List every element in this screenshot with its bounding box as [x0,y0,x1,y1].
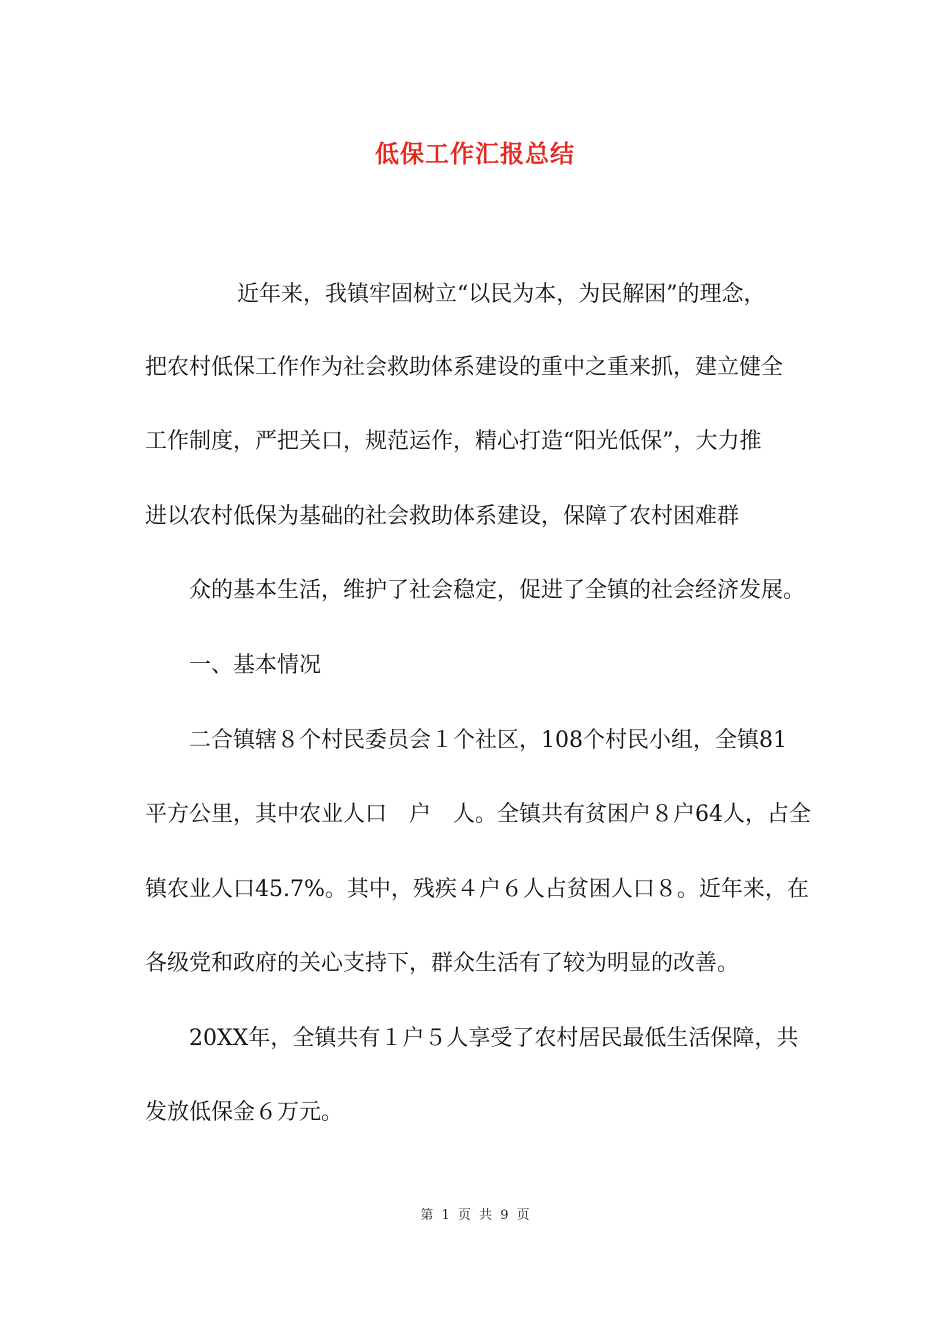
paragraph-line: 镇农业人口45.7%。其中，残疾４户６人占贫困人口８。近年来，在 [145,877,809,902]
document-title: 低保工作汇报总结 [375,139,575,168]
paragraph-line: 二合镇辖８个村民委员会１个社区，108个村民小组，全镇81 [189,728,787,753]
paragraph-line: 众的基本生活，维护了社会稳定，促进了全镇的社会经济发展。 [189,578,806,603]
paragraph-line: 各级党和政府的关心支持下，群众生活有了较为明显的改善。 [145,951,740,976]
paragraph-line: 把农村低保工作作为社会救助体系建设的重中之重来抓，建立健全 [145,355,784,380]
paragraph-line: 近年来，我镇牢固树立“以民为本，为民解困”的理念， [237,282,766,307]
paragraph-line: 平方公里，其中农业人口 户 人。全镇共有贫困户８户64人，占全 [145,802,811,827]
page-number-footer: 第 1 页 共 9 页 [420,1208,530,1223]
paragraph-line: 工作制度，严把关口，规范运作，精心打造“阳光低保”，大力推 [145,429,762,454]
paragraph-line: 20XX年，全镇共有１户５人享受了农村居民最低生活保障，共 [189,1026,799,1051]
paragraph-line: 发放低保金６万元。 [145,1100,344,1125]
paragraph-line: 进以农村低保为基础的社会救助体系建设，保障了农村困难群 [145,504,740,529]
section-heading: 一、基本情况 [189,653,322,678]
